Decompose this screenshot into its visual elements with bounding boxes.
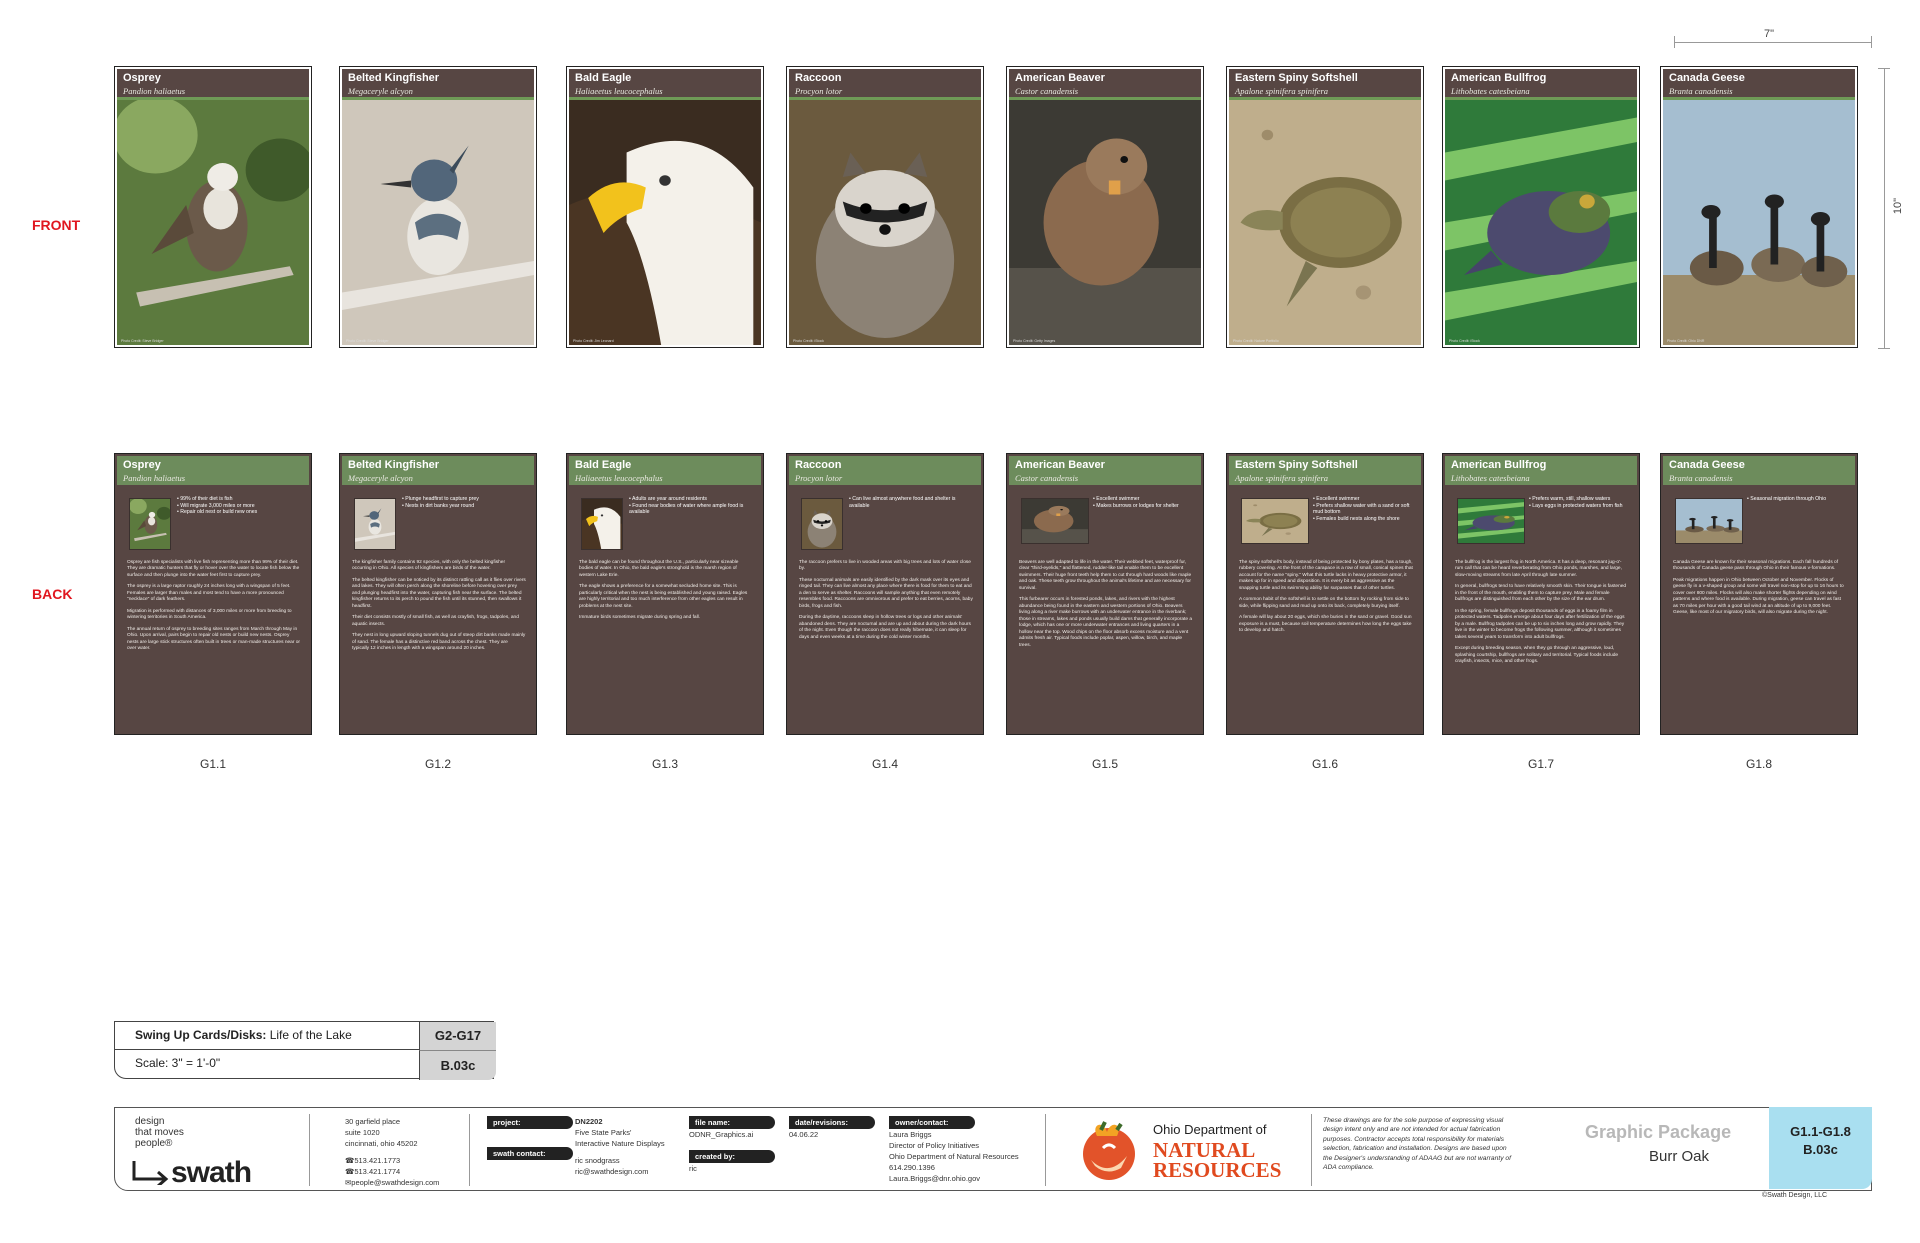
description-paragraph: The bullfrog is the largest frog in North America. It has a deep, resonant jug-o'-rum call that can be heard reverberating from Ohio ponds, marshes, and large, slow-moving streams from late April through late summer.: [1455, 560, 1622, 578]
card-facts: [1313, 496, 1415, 522]
package-site: Burr Oak: [1649, 1148, 1710, 1165]
fact-item: • Excellent swimmer: [1313, 496, 1415, 503]
fact-item: • Makes burrows or lodges for shelter: [1093, 503, 1195, 510]
fact-item: • Will migrate 3,000 miles or more: [177, 503, 303, 510]
card-description: [1239, 560, 1413, 640]
photo-credit: Photo Credit: iStock: [1449, 339, 1480, 343]
card-common-name: Canada Geese: [1669, 459, 1745, 471]
front-card: [1442, 66, 1640, 348]
description-paragraph: The osprey is a large raptor roughly 24 inches long with a wingspan of 5 feet. Females are larger than males and most tend to have a more pronounced "necklace" of dark feathers.: [127, 584, 291, 603]
card-common-name: American Bullfrog: [1451, 72, 1547, 84]
photo-credit: Photo Credit: Nature Portfolio: [1233, 339, 1279, 343]
card-facts: [402, 496, 528, 509]
card-header: [342, 456, 534, 485]
description-paragraph: The annual return of osprey to breeding sites ranges from March through May in Ohio. Upon arrival, pairs begin to repair old nests or build new nests. Osprey nests are large stick structures often built in trees or man-made structures near or over water.: [127, 626, 301, 652]
front-card: [114, 66, 312, 348]
card-latin-name: Procyon lotor: [795, 86, 843, 96]
card-code: G1.5: [1091, 757, 1118, 771]
card-common-name: Bald Eagle: [575, 459, 632, 471]
photo-credit: Photo Credit: Getty Images: [1013, 339, 1056, 343]
card-header: [569, 456, 761, 485]
description-paragraph: A common habit of the softshell is to settle on the bottom by rocking from side to side, while flipping sand and mud up onto its back, completely burying itself.: [1239, 597, 1409, 609]
front-card: [566, 66, 764, 348]
animal-photo: [1663, 100, 1855, 345]
card-latin-name: Haliaeetus leucocephalus: [575, 86, 663, 96]
description-paragraph: Beavers are well adapted to life in the water. Their webbed feet, waterproof fur, clear "third-eyelids," and flattened, rudder-like tail enable them to be excellent swimmers. Their huge front teeth help them to cut through hard woods like maple and oak. These teeth grow throughout the animal's lifetime and are necessary for survival.: [1019, 560, 1192, 591]
description-paragraph: The raccoon prefers to live in wooded areas with big trees and lots of water close by.: [799, 560, 971, 572]
card-description: [127, 560, 301, 658]
card-latin-name: Castor canadensis: [1015, 473, 1079, 483]
odnr-name: Ohio Department of: [1153, 1122, 1267, 1137]
card-description: [352, 560, 526, 658]
card-thumbnail: [129, 498, 171, 550]
card-header: [1229, 69, 1421, 97]
fax-icon: ☎: [345, 1167, 355, 1176]
description-paragraph: Canada Geese are known for their seasonal migrations. Each fall hundreds of thousands of Canada geese pass through Ohio in their famous v-formations.: [1673, 560, 1839, 572]
description-paragraph: The spiny softshell's body, instead of being protected by bony plates, has a tough, rubbery covering. At the front of the carapace is a row of small, conical spines that account for the name "spiny." What this turtle lacks in heavy protective armor, it makes up for in speed and disposition. It is every bit as aggressive as the snapping turtle and its swimming ability far surpasses that of other turtles.: [1239, 560, 1413, 591]
description-paragraph: Osprey are fish specialists with live fish representing more than 99% of their diet. They are dramatic hunters that fly or hover over the water to locate fish below the surface and then plunge into the water feet first to capture prey.: [127, 560, 300, 578]
card-latin-name: Apalone spinifera spinifera: [1235, 86, 1329, 96]
card-thumbnail: [801, 498, 843, 550]
animal-photo: [1445, 100, 1637, 345]
fact-item: • Seasonal migration through Ohio: [1747, 496, 1849, 503]
sheet-title-block: [114, 1021, 494, 1079]
animal-photo: [582, 499, 622, 549]
card-common-name: Eastern Spiny Softshell: [1235, 72, 1358, 84]
animal-photo: [117, 100, 309, 345]
card-header: [1663, 69, 1855, 97]
description-paragraph: These nocturnal animals are easily identified by the dark mask over its eyes and ringed tail. They can live almost any place where there is food for them to eat and a den to serve as shelter. Raccoons will sample anything that even remotely resembles food. Raccoons are omnivorous and prefer to eat berries, acorns, baby birds, frogs and fish.: [799, 577, 973, 609]
fact-item: • Adults are year around residents: [629, 496, 755, 503]
card-common-name: Eastern Spiny Softshell: [1235, 459, 1358, 471]
card-facts: [177, 496, 303, 516]
card-photo: [789, 100, 981, 345]
fact-item: • Repair old nest or build new ones: [177, 509, 303, 516]
file-info: file name: ODNR_Graphics.ai created by: ric: [689, 1116, 775, 1174]
fact-item: • Nests in dirt banks year round: [402, 503, 528, 510]
card-latin-name: Procyon lotor: [795, 473, 843, 483]
card-facts: [849, 496, 975, 509]
card-facts: [629, 496, 755, 516]
card-header: [789, 456, 981, 485]
card-header: [1445, 456, 1637, 485]
animal-photo: [1458, 499, 1524, 543]
card-code: G1.8: [1745, 757, 1772, 771]
photo-credit: Photo Credit: Steve Bridger: [121, 339, 164, 343]
card-code: G1.2: [424, 757, 451, 771]
card-common-name: Bald Eagle: [575, 72, 632, 84]
card-thumbnail: [1021, 498, 1089, 544]
swath-logo: swath: [131, 1156, 251, 1190]
card-description: [1019, 560, 1193, 654]
card-description: [1455, 560, 1629, 671]
description-paragraph: The eagle shows a preference for a somewhat secluded home site. This is particularly critical when the nest is being established and young raised. Eagles are highly territorial and too much interference from other eagles can result in problems at the nest site.: [579, 584, 748, 609]
animal-photo: [1676, 499, 1742, 543]
description-paragraph: Except during breeding season, when they go through an aggressive, loud, splashing courtship, bullfrogs are solitary and territorial. Typical foods include crayfish, insects, mice, and other frogs.: [1455, 646, 1619, 665]
back-card: [114, 453, 312, 735]
card-header: [117, 456, 309, 485]
card-photo: [1229, 100, 1421, 345]
card-common-name: Osprey: [123, 72, 161, 84]
description-paragraph: The belted kingfisher can be noticed by its distinct rattling call as it flies over rivers and lakes. They will often perch along the shoreline before hovering over prey and plunging headfirst into the water, capturing fish near the surface. The belted kingfisher returns to its perch to pound the fish until its stunned, then swallows it headfirst.: [352, 577, 526, 609]
swath-tagline: design that moves people®: [135, 1116, 184, 1149]
description-paragraph: The kingfisher family contains 92 species, with only the belted kingfisher occurring in Ohio. All species of kingfishers are birds of the water.: [352, 560, 506, 572]
card-facts: [1747, 496, 1849, 503]
animal-photo: [802, 499, 842, 549]
card-code: G1.3: [651, 757, 678, 771]
animal-photo: [1022, 499, 1088, 543]
card-latin-name: Megaceryle alcyon: [348, 473, 413, 483]
card-header: [1009, 456, 1201, 485]
card-photo: [117, 100, 309, 345]
description-paragraph: Their diet consists mostly of small fish, as well as crayfish, frogs, tadpoles, and aquatic insects.: [352, 615, 519, 627]
card-facts: [1529, 496, 1631, 509]
card-latin-name: Apalone spinifera spinifera: [1235, 473, 1329, 483]
card-code: G1.7: [1527, 757, 1554, 771]
card-latin-name: Branta canadensis: [1669, 473, 1733, 483]
photo-credit: Photo Credit: Jim Leonard: [573, 339, 614, 343]
card-header: [1229, 456, 1421, 485]
description-paragraph: During the daytime, raccoons sleep in hollow trees or logs and other animals' abandoned dens. They are nocturnal and are up and about during the dark hours of the night. Even though the raccoon does not really hibernate, it can sleep for days and even weeks at a time during the cold winter months.: [799, 615, 971, 640]
email-icon: ✉: [345, 1178, 352, 1187]
animal-photo: [1229, 100, 1421, 345]
card-photo: [1009, 100, 1201, 345]
card-header: [1663, 456, 1855, 485]
card-code: G1.4: [871, 757, 898, 771]
card-latin-name: Pandion haliaetus: [123, 86, 186, 96]
front-card: [1226, 66, 1424, 348]
back-card: [339, 453, 537, 735]
front-card: [1660, 66, 1858, 348]
photo-credit: Photo Credit: Ohio DNR: [1667, 339, 1705, 343]
fact-item: • Lays eggs in protected waters from fish: [1529, 503, 1631, 510]
card-thumbnail: [1457, 498, 1525, 544]
project-values: DN2202 Five State Parks' Interactive Nature Displays ric snodgrass ric@swathdesign.com: [575, 1117, 665, 1176]
card-description: [799, 560, 973, 646]
card-thumbnail: [354, 498, 396, 550]
back-card: [1006, 453, 1204, 735]
fact-item: • Found near bodies of water where ample food is available: [629, 503, 755, 516]
description-paragraph: They nest in long upward sloping tunnels dug out of steep dirt banks made mainly of sand. The female has a distinctive red band across the chest. They are typically 12 inches in length with a wingspan around 20 inches.: [352, 633, 526, 652]
odnr-seal-icon: [1077, 1116, 1141, 1184]
description-paragraph: The bald eagle can be found throughout the U.S., particularly near sizeable bodies of water. In Ohio, the bald eagle's stronghold is the marsh region of western Lake Erie.: [579, 560, 739, 578]
card-common-name: Raccoon: [795, 72, 842, 84]
odnr-natural-resources: NATURAL RESOURCES: [1153, 1138, 1282, 1182]
card-common-name: American Bullfrog: [1451, 459, 1547, 471]
fact-item: • Prefers warm, still, shallow waters: [1529, 496, 1631, 503]
back-card: [786, 453, 984, 735]
disclaimer-text: These drawings are for the sole purpose of expressing visual design intent only and are not intended for actual fabrication purposes. Contractor accepts total responsibility for materials selection, fabrication and installation. Designs are based upon the Designer's understanding of ADAAG but are not warranty of ADA compliance.: [1323, 1117, 1512, 1172]
animal-photo: [355, 499, 395, 549]
fact-item: • Can live almost anywhere food and shelter is available: [849, 496, 975, 509]
front-card: [339, 66, 537, 348]
card-code: G1.6: [1311, 757, 1338, 771]
card-header: [1009, 69, 1201, 97]
card-common-name: Canada Geese: [1669, 72, 1745, 84]
card-photo: [569, 100, 761, 345]
card-thumbnail: [1241, 498, 1309, 544]
front-card: [1006, 66, 1204, 348]
fact-item: • Prefers shallow water with a sand or soft mud bottom: [1313, 503, 1415, 516]
package-code: G1.1-G1.8 B.03c: [1769, 1107, 1872, 1189]
package-title: Graphic Package: [1585, 1122, 1732, 1142]
swath-address: 30 garfield place suite 1020 cincinnati, ohio 45202 ☎513.421.1773 ☎513.421.1774 ✉people@swathdesign.com: [345, 1117, 440, 1187]
back-card: [566, 453, 764, 735]
description-paragraph: A female will lay about 20 eggs, which she buries in the sand or gravel. Good sun exposure is a must, because soil temperature determines how long the eggs take to develop and hatch.: [1239, 615, 1412, 634]
fact-item: • Plunge headfirst to capture prey: [402, 496, 528, 503]
animal-photo: [569, 100, 761, 345]
card-thumbnail: [1675, 498, 1743, 544]
card-latin-name: Castor canadensis: [1015, 86, 1079, 96]
front-label: FRONT: [32, 217, 81, 233]
description-paragraph: Peak migrations happen in Ohio between October and November. Flocks of geese fly in a v-shaped group and some will travel non-stop for up to 16 hours to cover over 800 miles. Flocks will also make shorter flights depending on wind patterns and where food is available. During migration, geese can travel as fast as 70 miles per hour with a good tail wind at an altitude of up to 9,000 feet. Geese, like most of our migratory birds, will also migrate during the night.: [1673, 577, 1844, 616]
copyright: ©Swath Design, LLC: [1762, 1192, 1828, 1199]
card-latin-name: Branta canadensis: [1669, 86, 1733, 96]
card-latin-name: Megaceryle alcyon: [348, 86, 413, 96]
sheet-title: Swing Up Cards/Disks: Life of the Lake: [135, 1028, 352, 1042]
card-latin-name: Lithobates catesbeiana: [1451, 473, 1530, 483]
phone-icon: ☎: [345, 1156, 355, 1165]
description-paragraph: This furbearer occurs in forested ponds, lakes, and rivers with the highest abundance being found in the eastern and western portions of Ohio. Beavers living along a river make burrows with an underwater entrance in the riverbank; those in streams, lakes and ponds usually build dams that generally incorporate a lodge, which has one or more underwater entrances and living quarters in a hollow near the top. Wood chips on the floor absorb excess moisture and a vent admits fresh air. Typical foods include poplar, aspen, willow, birch, and maple trees.: [1019, 597, 1193, 648]
animal-photo: [130, 499, 170, 549]
card-common-name: American Beaver: [1015, 72, 1105, 84]
back-card: [1226, 453, 1424, 735]
date-info: date/revisions: 04.06.22: [789, 1116, 875, 1140]
card-common-name: Raccoon: [795, 459, 842, 471]
card-header: [117, 69, 309, 97]
card-photo: [342, 100, 534, 345]
back-card: [1442, 453, 1640, 735]
sheet-code-range: G2-G17: [419, 1022, 496, 1050]
card-latin-name: Haliaeetus leucocephalus: [575, 473, 663, 483]
card-header: [789, 69, 981, 97]
animal-photo: [1009, 100, 1201, 345]
sheet-code: B.03c: [419, 1050, 496, 1080]
animal-photo: [1242, 499, 1308, 543]
card-description: [579, 560, 753, 627]
card-description: [1673, 560, 1847, 622]
card-common-name: American Beaver: [1015, 459, 1105, 471]
back-card: [1660, 453, 1858, 735]
card-code: G1.1: [199, 757, 226, 771]
fact-item: • Excellent swimmer: [1093, 496, 1195, 503]
description-paragraph: Migration is performed with distances of 3,000 miles or more from breeding to wintering territories in South America.: [127, 608, 292, 621]
project-info: project: swath contact:: [487, 1116, 573, 1160]
animal-photo: [342, 100, 534, 345]
description-paragraph: Immature birds sometimes migrate during spring and fall.: [579, 615, 701, 621]
animal-photo: [789, 100, 981, 345]
back-label: BACK: [32, 586, 73, 602]
sheet-scale: Scale: 3" = 1'-0": [135, 1056, 221, 1070]
card-header: [1445, 69, 1637, 97]
arrow-icon: [131, 1159, 171, 1185]
photo-credit: Photo Credit: iStock: [793, 339, 824, 343]
description-paragraph: In the spring, female bullfrogs deposit thousands of eggs in a foamy film in protected waters. Tadpoles emerge about four days after fertilization of the eggs by a male. Bullfrog tadpoles can be up to six inches long and grow rapidly. They live in the winter to become frogs the following summer, although it sometimes takes several years to transform into adult bullfrogs.: [1455, 608, 1625, 640]
fact-item: • 99% of their diet is fish: [177, 496, 303, 503]
card-header: [342, 69, 534, 97]
card-latin-name: Pandion haliaetus: [123, 473, 186, 483]
front-card: [786, 66, 984, 348]
card-common-name: Belted Kingfisher: [348, 459, 440, 471]
card-header: [569, 69, 761, 97]
photo-credit: Photo Credit: Steve Bridger: [346, 339, 389, 343]
owner-info: owner/contact: Laura Briggs Director of Policy Initiatives Ohio Department of Natural Resources 614.290.1396 Laura.Briggs@dnr.ohio.gov: [889, 1118, 1019, 1183]
odnr-logo: [1077, 1116, 1141, 1186]
card-thumbnail: [581, 498, 623, 550]
card-photo: [1445, 100, 1637, 345]
card-facts: [1093, 496, 1195, 509]
card-common-name: Osprey: [123, 459, 161, 471]
card-latin-name: Lithobates catesbeiana: [1451, 86, 1530, 96]
card-photo: [1663, 100, 1855, 345]
card-common-name: Belted Kingfisher: [348, 72, 440, 84]
footer-title-block: [114, 1107, 1872, 1191]
fact-item: • Females build nests along the shore: [1313, 516, 1415, 523]
description-paragraph: In general, bullfrogs tend to have relatively smooth skin. Their tongue is fastened in the front of the mouth, enabling them to capture prey. Male and female bullfrogs are distinguished from each other by the size of the ear drum.: [1455, 584, 1627, 603]
